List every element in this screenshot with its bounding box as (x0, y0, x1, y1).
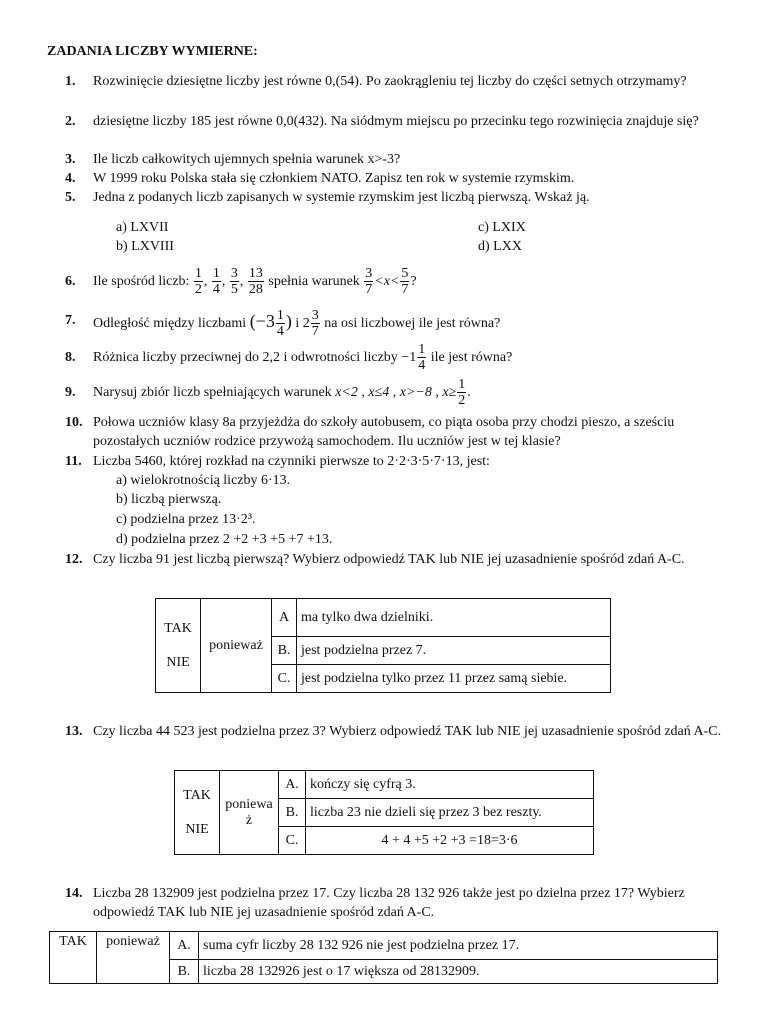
reason-label: B. (279, 799, 306, 827)
question-12 (65, 550, 725, 569)
math-expression: <x< (374, 274, 400, 289)
reason-a[interactable]: ma tylko dwa dzielniki. (297, 599, 611, 637)
question-number: 13. (65, 724, 83, 739)
reason-a[interactable]: kończy się cyfrą 3. (306, 771, 594, 799)
fraction: $\frac{5}{7}$ (401, 266, 409, 298)
fraction: $\frac{1}{4}$ (276, 308, 284, 340)
question-text: Połowa uczniów klasy 8a przyjeżdża do szkoły autobusem, co piąta osoba przy chodzi pieszo, a sześciu pozostałych uczniów rodzice przywożą samochodem. Ilu uczniów jest w tej klasie? (93, 415, 675, 449)
reason-label: B. (272, 637, 297, 665)
question-text: spełnia warunek (268, 274, 360, 289)
fraction: $\frac{3}{7}$ (311, 308, 319, 340)
reason-label: A (272, 599, 297, 637)
reason-label: A. (170, 932, 199, 960)
yes-no-cell (156, 599, 201, 693)
question-6: 6. Ile spośród liczb: $\frac{1}{2}$ , $\frac{1}{4}$ , $\frac{3}{5}$ , $\frac{13}{28}$ spełnia warunek $\frac{3}{7}$ <x< $\frac{5}{7}$ ? (65, 266, 417, 298)
question-text: W 1999 roku Polska stała się członkiem NATO. Zapisz ten rok w systemie rzymskim. (93, 171, 575, 186)
reason-label: C. (272, 665, 297, 693)
question-10 (65, 413, 725, 451)
answer-table-14 (49, 931, 718, 984)
answer-table-12 (155, 598, 611, 693)
question-1 (65, 72, 725, 91)
question-5 (65, 188, 725, 207)
question-number: 4. (65, 171, 76, 186)
question-13 (65, 722, 725, 741)
yes-no-cell (175, 771, 220, 855)
reason-a[interactable]: suma cyfr liczby 28 132 926 nie jest podzielna przez 17. (199, 932, 718, 960)
reason-c[interactable]: jest podzielna tylko przez 11 przez samą siebie. (297, 665, 611, 693)
question-text: Liczba 28 132909 jest podzielna przez 17. Czy liczba 28 132 926 także jest po dzielna przez 17? Wybierz odpowiedź TAK lub NIE jej uzasadnienie spośród zdań A-C. (93, 886, 685, 920)
fraction: $\frac{1}{2}$ (458, 377, 466, 409)
question-number: 7. (65, 313, 76, 328)
question-text: Czy liczba 91 jest liczbą pierwszą? Wybierz odpowiedź TAK lub NIE jej uzasadnienie spośród zdań A-C. (93, 552, 685, 567)
reason-b[interactable]: liczba 23 nie dzieli się przez 3 bez reszty. (306, 799, 594, 827)
fraction: $\frac{1}{2}$ (194, 266, 202, 298)
question-number: 6. (65, 274, 76, 289)
no-option[interactable]: NIE (185, 821, 209, 837)
question-text: Ile liczb całkowitych ujemnych spełnia warunek x>-3? (93, 152, 401, 167)
fraction: $\frac{13}{28}$ (248, 266, 263, 298)
question-11 (65, 452, 725, 471)
reason-b[interactable]: liczba 28 132926 jest o 17 większa od 28132909. (199, 960, 718, 984)
option-c: c) LXIX (478, 220, 526, 235)
question-text: ile jest równa? (430, 350, 513, 365)
question-text: na osi liczbowej ile jest równa? (324, 316, 501, 331)
question-text: Odległość między liczbami (93, 316, 247, 331)
question-text: Liczba 5460, której rozkład na czynniki pierwsze to 2·2·3·5·7·13, jest: (93, 454, 490, 469)
because-cell: ponieważ (97, 932, 170, 984)
yes-option[interactable]: TAK (164, 620, 192, 636)
question-number: 5. (65, 190, 76, 205)
question-number: 11. (65, 454, 82, 469)
question-3 (65, 150, 725, 169)
question-text: Rozwinięcie dziesiętne liczby jest równe 0,(54). Po zaokrągleniu tej liczby do części setnych otrzymamy? (93, 74, 687, 89)
reason-label: C. (279, 827, 306, 855)
question-text: Czy liczba 44 523 jest podzielna przez 3? Wybierz odpowiedź TAK lub NIE jej uzasadnienie spośród zdań A-C. (93, 724, 722, 739)
question-number: 1. (65, 74, 76, 89)
math-expression: x<2 , x≤4 , x>−8 , x≥ (335, 385, 457, 400)
option-d: d) podzielna przez 2 +2 +3 +5 +7 +13. (116, 532, 333, 547)
question-7: 7. Odległość między liczbami (−3 $\frac{1}{4}$ ) i 2 $\frac{3}{7}$ na osi liczbowej ile jest równa? (65, 304, 725, 341)
question-9: 9. Narysuj zbiór liczb spełniających warunek x<2 , x≤4 , x>−8 , x≥ $\frac{1}{2}$ . (65, 377, 471, 409)
option-b: b) LXVIII (116, 239, 174, 254)
question-number: 9. (65, 385, 76, 400)
fraction: $\frac{3}{7}$ (365, 266, 373, 298)
question-4 (65, 169, 725, 188)
question-2 (65, 112, 725, 131)
document-title: ZADANIA LICZBY WYMIERNE: (47, 44, 258, 59)
option-a: a) LXVII (116, 220, 169, 235)
fraction: $\frac{1}{4}$ (418, 342, 426, 374)
no-option[interactable]: NIE (166, 654, 190, 670)
question-text: Narysuj zbiór liczb spełniających warunek (93, 385, 332, 400)
option-a: a) wielokrotnością liczby 6·13. (116, 473, 291, 488)
question-text: dziesiętne liczby 185 jest równe 0,0(432). Na siódmym miejscu po przecinku tego rozwinięcia znajduje się? (93, 114, 699, 129)
reason-c[interactable]: 4 + 4 +5 +2 +3 =18=3·6 (306, 827, 594, 855)
question-text: Różnica liczby przeciwnej do 2,2 i odwrotności liczby (93, 350, 398, 365)
answer-table-13 (174, 770, 594, 855)
reason-label: A. (279, 771, 306, 799)
question-number: 14. (65, 886, 83, 901)
yes-option[interactable]: TAK (183, 787, 211, 803)
question-number: 10. (65, 415, 83, 430)
question-14 (65, 884, 725, 922)
question-text: Jedna z podanych liczb zapisanych w systemie rzymskim jest liczbą pierwszą. Wskaż ją. (93, 190, 590, 205)
yes-option[interactable]: TAK (50, 932, 97, 984)
question-8: 8. Różnica liczby przeciwnej do 2,2 i odwrotności liczby −1 $\frac{1}{4}$ ile jest równa? (65, 342, 513, 374)
reason-label: B. (170, 960, 199, 984)
because-cell: ponieważ (201, 599, 272, 693)
question-number: 12. (65, 552, 83, 567)
question-number: 3. (65, 152, 76, 167)
option-d: d) LXX (478, 239, 522, 254)
reason-b[interactable]: jest podzielna przez 7. (297, 637, 611, 665)
because-cell: ponieważ (220, 771, 279, 855)
question-number: 8. (65, 350, 76, 365)
fraction: $\frac{3}{5}$ (230, 266, 238, 298)
question-number: 2. (65, 114, 76, 129)
question-text: Ile spośród liczb: (93, 274, 190, 289)
option-b: b) liczbą pierwszą. (116, 492, 222, 507)
fraction: $\frac{1}{4}$ (212, 266, 220, 298)
option-c: c) podzielna przez 13·2³. (116, 512, 256, 527)
